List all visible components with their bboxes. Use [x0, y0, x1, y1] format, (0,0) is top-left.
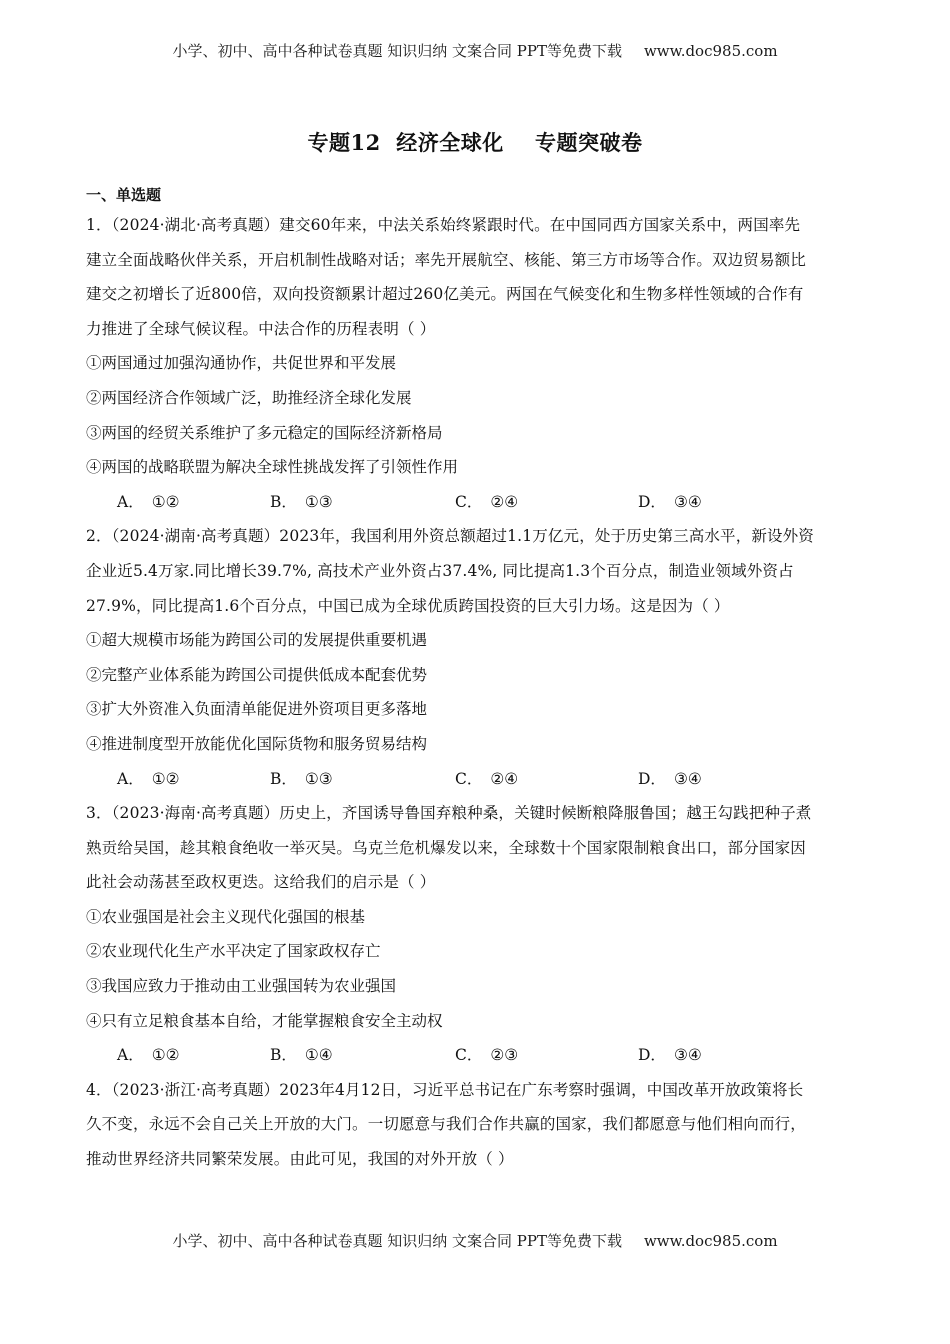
- statement-2: ②完整产业体系能为跨国公司提供低成本配套优势: [86, 665, 428, 684]
- question-3: [86, 796, 866, 1073]
- statement-2: ②农业现代化生产水平决定了国家政权存亡: [86, 942, 381, 961]
- footer-text: 小学、初中、高中各种试卷真题 知识归纳 文案合同 PPT等免费下载: [172, 1232, 622, 1250]
- question-stem-line: 熟贡给吴国，趁其粮食绝收一举灭吴。乌克兰危机爆发以来，全球数十个国家限制粮食出口，部分国家因: [86, 838, 806, 857]
- question-stem-line: 27.9%，同比提高1.6个百分点，中国已成为全球优质跨国投资的巨大引力场。这是因为（ ）: [86, 596, 730, 615]
- header-url-link[interactable]: www.doc985.com: [643, 42, 778, 60]
- question-stem-line: 4．（2023·浙江·高考真题）2023年4月12日，习近平总书记在广东考察时强调，中国改革开放政策将长: [86, 1080, 804, 1099]
- option-b[interactable]: B． ①③: [270, 492, 333, 511]
- section-heading-single-choice: 一、单选题: [86, 186, 162, 204]
- option-a[interactable]: A． ①②: [117, 492, 180, 511]
- question-list: [86, 208, 866, 1177]
- option-d[interactable]: D． ③④: [638, 769, 702, 788]
- option-b[interactable]: B． ①④: [270, 1046, 333, 1065]
- question-stem-line: 推动世界经济共同繁荣发展。由此可见，我国的对外开放（ ）: [86, 1150, 514, 1169]
- question-1: [86, 208, 866, 519]
- answer-options: [86, 1038, 866, 1073]
- option-c[interactable]: C． ②④: [455, 492, 519, 511]
- statement-1: ①两国通过加强沟通协作，共促世界和平发展: [86, 354, 397, 373]
- option-a[interactable]: A． ①②: [117, 769, 180, 788]
- answer-options: [86, 762, 866, 797]
- page-footer: [0, 1230, 950, 1251]
- option-b[interactable]: B． ①③: [270, 769, 333, 788]
- option-d[interactable]: D． ③④: [638, 1046, 702, 1065]
- statement-4: ④两国的战略联盟为解决全球性挑战发挥了引领性作用: [86, 458, 459, 477]
- question-2: [86, 519, 866, 796]
- option-a[interactable]: A． ①②: [117, 1046, 180, 1065]
- question-stem-line: 1．（2024·湖北·高考真题）建交60年来，中法关系始终紧跟时代。在中国同西方国家关系中，两国率先: [86, 216, 801, 234]
- question-stem-line: 久不变，永远不会自己关上开放的大门。一切愿意与我们合作共赢的国家，我们都愿意与他们相向而行，: [86, 1115, 806, 1134]
- statement-1: ①超大规模市场能为跨国公司的发展提供重要机遇: [86, 631, 428, 650]
- question-4: [86, 1073, 866, 1177]
- question-stem-line: 企业近5.4万家.同比增长39.7%, 高技术产业外资占37.4%, 同比提高1.3个百分点，制造业领域外资占: [86, 561, 794, 580]
- question-stem-line: 3．（2023·海南·高考真题）历史上，齐国诱导鲁国弃粮种桑，关键时候断粮降服鲁国；越王勾践把种子煮: [86, 804, 812, 823]
- question-stem-line: 建交之初增长了近800倍，双向投资额累计超过260亿美元。两国在气候变化和生物多样性领域的合作有: [86, 285, 804, 304]
- answer-options: [86, 485, 866, 520]
- statement-4: ④只有立足粮食基本自给，才能掌握粮食安全主动权: [86, 1011, 443, 1030]
- footer-url-link[interactable]: www.doc985.com: [643, 1232, 778, 1250]
- statement-4: ④推进制度型开放能优化国际货物和服务贸易结构: [86, 734, 428, 753]
- statement-2: ②两国经济合作领域广泛，助推经济全球化发展: [86, 388, 412, 407]
- option-d[interactable]: D． ③④: [638, 492, 702, 511]
- option-c[interactable]: C． ②④: [455, 769, 519, 788]
- question-stem-line: 建立全面战略伙伴关系，开启机制性战略对话；率先开展航空、核能、第三方市场等合作。双边贸易额比: [86, 250, 806, 269]
- statement-3: ③扩大外资准入负面清单能促进外资项目更多落地: [86, 700, 428, 719]
- page-header: [0, 40, 950, 61]
- question-stem-line: 2．（2024·湖南·高考真题）2023年，我国利用外资总额超过1.1万亿元，处于历史第三高水平，新设外资: [86, 527, 814, 546]
- statement-3: ③我国应致力于推动由工业强国转为农业强国: [86, 977, 397, 996]
- document-title: 专题12 经济全球化 专题突破卷: [307, 130, 643, 155]
- question-stem-line: 此社会动荡甚至政权更迭。这给我们的启示是（ ）: [86, 873, 436, 892]
- statement-3: ③两国的经贸关系维护了多元稳定的国际经济新格局: [86, 423, 443, 442]
- header-text: 小学、初中、高中各种试卷真题 知识归纳 文案合同 PPT等免费下载: [172, 42, 622, 60]
- statement-1: ①农业强国是社会主义现代化强国的根基: [86, 907, 366, 926]
- question-stem-line: 力推进了全球气候议程。中法合作的历程表明（ ）: [86, 319, 436, 338]
- option-c[interactable]: C． ②③: [455, 1046, 519, 1065]
